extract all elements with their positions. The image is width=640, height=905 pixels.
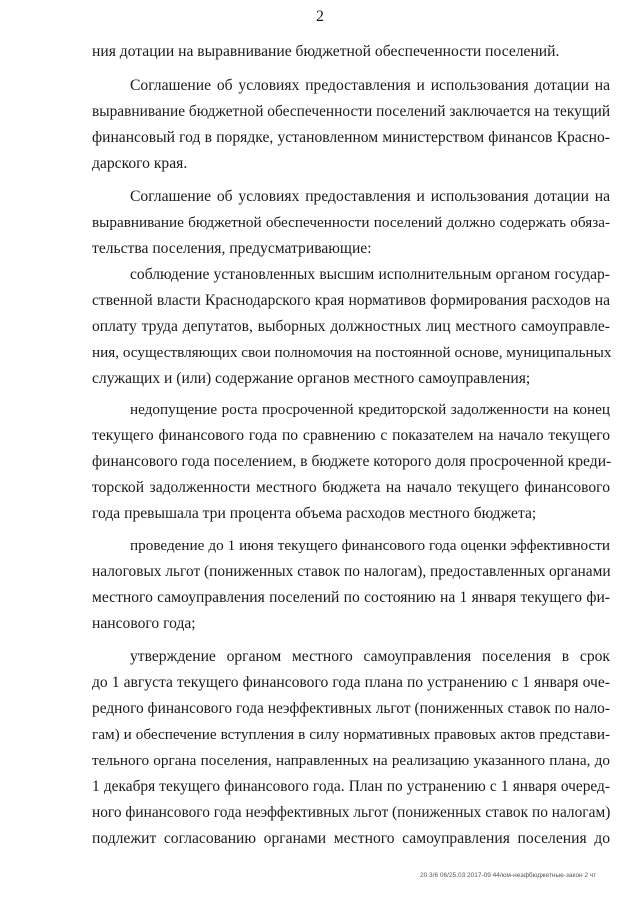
text-line: нансового года; bbox=[92, 615, 196, 632]
text-line: гам) и обеспечение вступления в силу нормативных правовых актов представи- bbox=[92, 726, 610, 743]
text-line: выравнивание бюджетной обеспеченности поселений заключается на текущий bbox=[92, 103, 611, 120]
text-line: редного финансового года неэффективных льгот (пониженных ставок по нало- bbox=[92, 700, 610, 717]
text-line: проведение до 1 июня текущего финансового года оценки эффективности bbox=[130, 537, 610, 554]
text-line: финансовый год в порядке, установленном министерством финансов Красно- bbox=[92, 129, 610, 146]
text-line: 1 декабря текущего финансового года. План по устранению с 1 января очеред- bbox=[92, 778, 610, 795]
text-line: года превышала три процента объема расходов местного бюджета; bbox=[92, 505, 537, 522]
text-line: ного финансового года неэффективных льгот (пониженных ставок по налогам) bbox=[92, 804, 611, 821]
text-line: Соглашение об условиях предоставления и использования дотации на bbox=[130, 77, 610, 94]
footer-file-reference: 20 3/6 06/25.03 2017-09 44/юм-неэфбюджетные-закон 2 чт bbox=[420, 872, 597, 879]
page-number: 2 bbox=[316, 8, 324, 25]
text-line: финансового года поселением, в бюджете которого доля просроченной креди- bbox=[92, 453, 612, 470]
text-line: ственной власти Краснодарского края нормативов формирования расходов на bbox=[92, 292, 610, 309]
text-line: тельного органа поселения, направленных на реализацию указанного плана, до bbox=[92, 752, 610, 769]
text-line: выравнивание бюджетной обеспеченности поселений должно содержать обяза- bbox=[92, 214, 610, 231]
text-line: оплату труда депутатов, выборных должностных лиц местного самоуправле- bbox=[92, 318, 610, 335]
text-line: ния дотации на выравнивание бюджетной обеспеченности поселений. bbox=[92, 43, 560, 60]
text-line: тельства поселения, предусматривающие: bbox=[92, 240, 372, 257]
text-line: текущего финансового года по сравнению с показателем на начало текущего bbox=[92, 427, 610, 444]
text-line: соблюдение установленных высшим исполнительным органом государ- bbox=[130, 266, 610, 283]
text-line: Соглашение об условиях предоставления и использования дотации на bbox=[130, 188, 610, 205]
text-line: подлежит согласованию органами местного самоуправления поселения до bbox=[92, 830, 610, 847]
text-line: служащих и (или) содержание органов местного самоуправления; bbox=[92, 370, 531, 387]
text-line: местного самоуправления поселений по состоянию на 1 января текущего фи- bbox=[92, 589, 610, 606]
text-line: торской задолженности местного бюджета на начало текущего финансового bbox=[92, 479, 610, 496]
text-line: ния, осуществляющих свои полномочия на постоянной основе, муниципальных bbox=[92, 344, 612, 361]
text-line: дарского края. bbox=[92, 155, 188, 172]
text-line: утверждение органом местного самоуправления поселения в срок bbox=[130, 648, 610, 665]
text-line: до 1 августа текущего финансового года плана по устранению с 1 января оче- bbox=[92, 674, 610, 691]
text-line: налоговых льгот (пониженных ставок по налогам), предоставленных органами bbox=[92, 563, 611, 580]
text-line: недопущение роста просроченной кредиторской задолженности на конец bbox=[130, 401, 610, 418]
